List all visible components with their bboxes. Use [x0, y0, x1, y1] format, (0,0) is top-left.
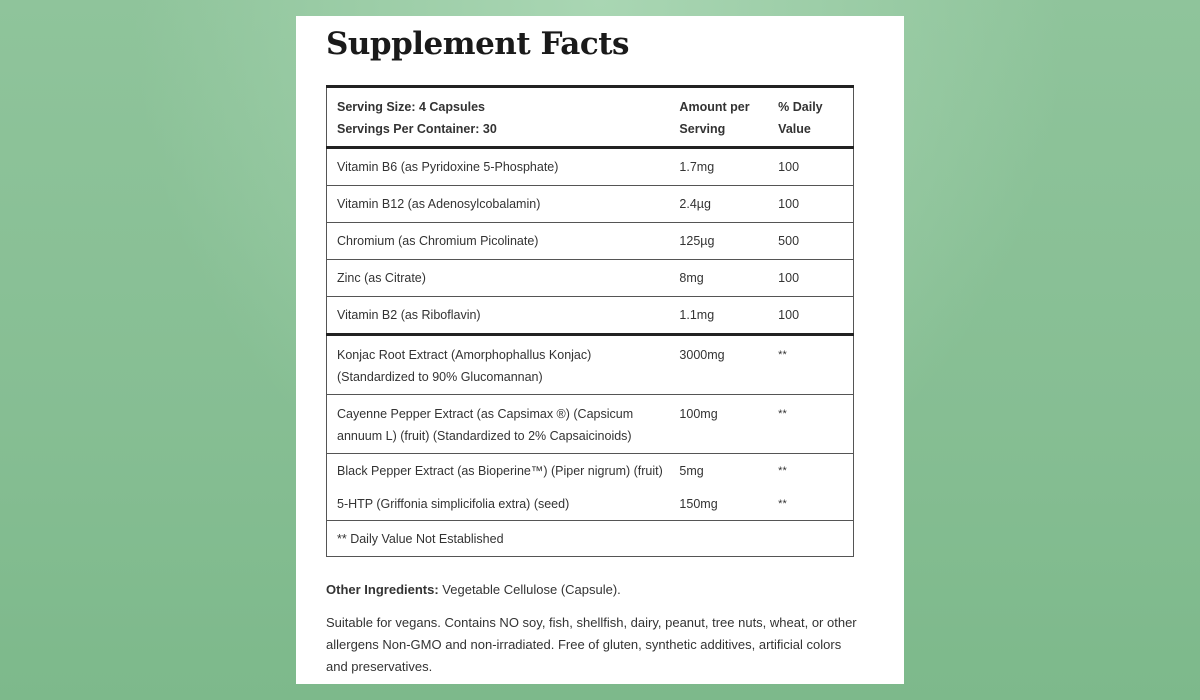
page-title: Supplement Facts — [326, 26, 629, 62]
ingredient-name: Vitamin B6 (as Pyridoxine 5-Phosphate) — [327, 148, 680, 186]
table-row — [327, 223, 854, 260]
table-row — [327, 148, 854, 186]
ingredient-daily-value: ** — [778, 487, 853, 521]
allergen-note: Suitable for vegans. Contains NO soy, fish, shellfish, dairy, peanut, tree nuts, wheat, or other allergens Non-GMO and non-irradiated. Free of gluten, synthetic additives, artificial colors and preservatives. — [326, 615, 857, 674]
other-ingredients-label: Other Ingredients: — [326, 582, 439, 597]
table-row — [327, 186, 854, 223]
table-header-row — [327, 87, 854, 148]
ingredient-daily-value: ** — [778, 395, 853, 454]
ingredient-daily-value: 100 — [778, 260, 853, 297]
ingredient-name: Chromium (as Chromium Picolinate) — [327, 223, 680, 260]
ingredient-amount: 5mg — [679, 463, 704, 478]
amount-header — [679, 87, 778, 148]
ingredient-amount: 8mg — [679, 260, 778, 297]
serving-info-cell — [327, 87, 680, 148]
table-row — [327, 454, 854, 488]
ingredient-daily-value: ** — [778, 335, 853, 395]
table-row — [327, 395, 854, 454]
ingredient-name-line1: Konjac Root Extract (Amorphophallus Konjac) — [337, 348, 592, 362]
ingredient-name-line2: (Standardized to 90% Glucomannan) — [337, 370, 543, 384]
ingredient-name: Black Pepper Extract (as Bioperine™) (Piper nigrum) (fruit) — [337, 463, 663, 478]
ingredient-daily-value: 100 — [778, 186, 853, 223]
ingredient-daily-value: ** — [778, 464, 787, 477]
ingredient-name: Zinc (as Citrate) — [327, 260, 680, 297]
ingredient-amount: 100mg — [679, 395, 778, 454]
ingredient-daily-value: 100 — [778, 148, 853, 186]
daily-value-header — [778, 87, 853, 148]
ingredient-amount: 150mg — [679, 487, 778, 521]
other-ingredients — [326, 579, 866, 601]
table-row — [327, 260, 854, 297]
ingredient-daily-value: 100 — [778, 297, 853, 335]
serving-size: Serving Size: 4 Capsules — [337, 100, 485, 114]
amount-header-line2: Serving — [679, 122, 726, 136]
daily-value-header-line2: Value — [778, 122, 811, 136]
ingredient-name: Vitamin B2 (as Riboflavin) — [327, 297, 680, 335]
table-row — [327, 335, 854, 395]
table-footnote-row — [327, 521, 854, 557]
ingredient-daily-value: 500 — [778, 223, 853, 260]
supplement-facts-table — [326, 85, 854, 557]
ingredient-amount: 3000mg — [679, 335, 778, 395]
supplement-facts-panel — [296, 16, 904, 684]
ingredient-amount: 1.7mg — [679, 148, 778, 186]
daily-value-header-line1: % Daily — [778, 100, 823, 114]
ingredient-amount: 1.1mg — [679, 297, 778, 335]
ingredient-amount: 125µg — [679, 223, 778, 260]
ingredient-name: 5-HTP (Griffonia simplicifolia extra) (seed) — [327, 487, 680, 521]
ingredient-name-line2: annuum L) (fruit) (Standardized to 2% Capsaicinoids) — [337, 429, 632, 443]
servings-per-container: Servings Per Container: 30 — [337, 122, 497, 136]
ingredient-amount: 2.4µg — [679, 186, 778, 223]
table-row — [327, 297, 854, 335]
ingredient-name — [327, 335, 680, 395]
ingredient-name: Vitamin B12 (as Adenosylcobalamin) — [327, 186, 680, 223]
other-ingredients-value: Vegetable Cellulose (Capsule). — [438, 582, 621, 597]
footnote: ** Daily Value Not Established — [327, 521, 854, 557]
ingredient-name — [327, 395, 680, 454]
table-row — [327, 487, 854, 521]
amount-header-line1: Amount per — [679, 100, 750, 114]
ingredient-name-line1: Cayenne Pepper Extract (as Capsimax ®) (Capsicum — [337, 407, 634, 421]
